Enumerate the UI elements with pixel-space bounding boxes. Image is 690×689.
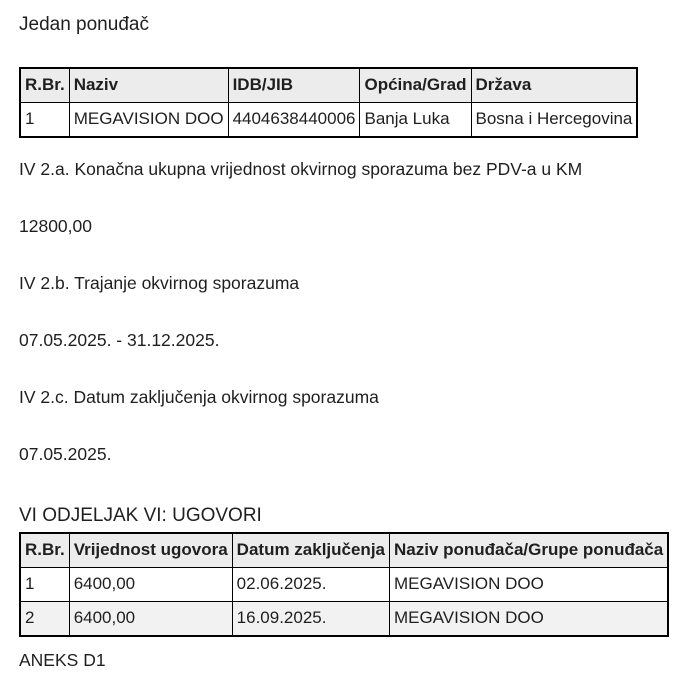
table-row xyxy=(20,568,668,602)
contracts-table-header xyxy=(20,533,668,568)
table-row xyxy=(20,602,668,637)
section-iv2b-value: 07.05.2025. - 31.12.2025. xyxy=(19,330,220,350)
table-cell: MEGAVISION DOO xyxy=(390,568,669,602)
column-header: Općina/Grad xyxy=(360,68,471,103)
bidder-table-header xyxy=(20,68,637,103)
aneks-label: ANEKS D1 xyxy=(19,650,106,670)
table-cell: 1 xyxy=(20,568,69,602)
table-cell: 1 xyxy=(20,103,69,138)
page-title: Jedan ponuđač xyxy=(19,14,149,35)
column-header: IDB/JIB xyxy=(228,68,360,103)
section-iv2c-label: IV 2.c. Datum zaključenja okvirnog sporazuma xyxy=(19,387,379,407)
column-header: Naziv ponuđača/Grupe ponuđača xyxy=(390,533,669,568)
contracts-table xyxy=(19,532,669,637)
table-header-row xyxy=(20,68,637,103)
section-iv2a-label: IV 2.a. Konačna ukupna vrijednost okvirnog sporazuma bez PDV-a u KM xyxy=(19,159,583,179)
table-cell: MEGAVISION DOO xyxy=(390,602,669,637)
section-iv2b-label: IV 2.b. Trajanje okvirnog sporazuma xyxy=(19,273,300,293)
table-cell: 16.09.2025. xyxy=(232,602,389,637)
contracts-table-body xyxy=(20,568,668,637)
table-cell: 6400,00 xyxy=(69,602,232,637)
table-cell: Banja Luka xyxy=(360,103,471,138)
table-row xyxy=(20,103,637,138)
table-header-row xyxy=(20,533,668,568)
column-header: R.Br. xyxy=(20,533,69,568)
table-cell: MEGAVISION DOO xyxy=(69,103,228,138)
section-vi-heading: VI ODJELJAK VI: UGOVORI xyxy=(19,505,262,526)
table-cell: 2 xyxy=(20,602,69,637)
table-cell: 6400,00 xyxy=(69,568,232,602)
table-cell: 02.06.2025. xyxy=(232,568,389,602)
section-iv2a-value: 12800,00 xyxy=(19,216,92,236)
column-header: Vrijednost ugovora xyxy=(69,533,232,568)
column-header: Naziv xyxy=(69,68,228,103)
section-iv2c-value: 07.05.2025. xyxy=(19,444,112,464)
column-header: R.Br. xyxy=(20,68,69,103)
table-cell: 4404638440006 xyxy=(228,103,360,138)
column-header: Datum zaključenja xyxy=(232,533,389,568)
column-header: Država xyxy=(471,68,637,103)
table-cell: Bosna i Hercegovina xyxy=(471,103,637,138)
bidder-table xyxy=(19,67,638,138)
bidder-table-body xyxy=(20,103,637,138)
